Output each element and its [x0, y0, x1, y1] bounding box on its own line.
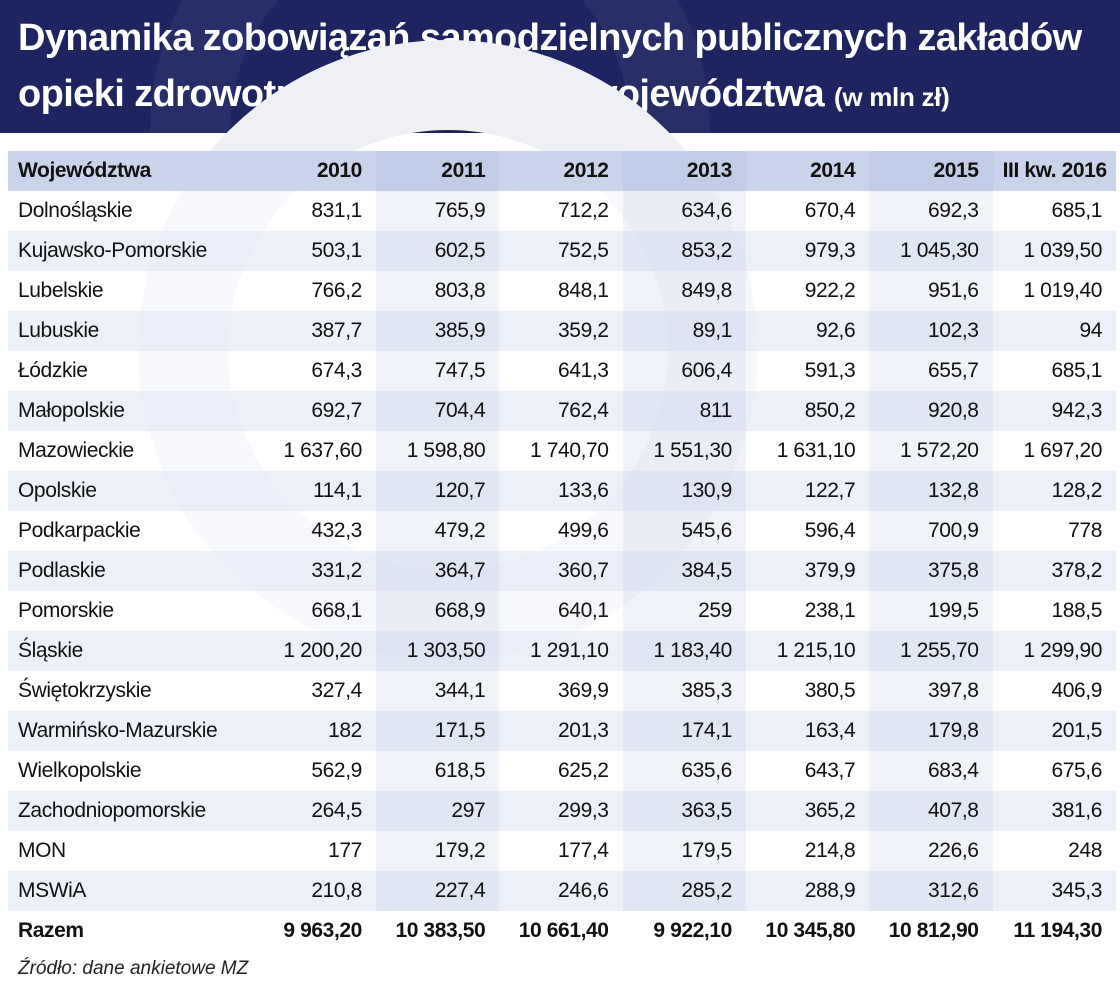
- value-cell: 130,9: [623, 471, 746, 511]
- value-cell: 248: [993, 831, 1116, 871]
- value-cell: 747,5: [376, 351, 499, 391]
- total-value-cell: 9 963,20: [253, 911, 376, 951]
- value-cell: 1 572,20: [869, 431, 992, 471]
- chart-title-main: Dynamika zobowiązań samodzielnych publicznych zakładów opieki zdrowotnej w podziale na województwa: [18, 17, 1082, 115]
- value-cell: 385,9: [376, 311, 499, 351]
- value-cell: 700,9: [869, 511, 992, 551]
- value-cell: 692,7: [253, 391, 376, 431]
- value-cell: 503,1: [253, 231, 376, 271]
- region-name-cell: Lubelskie: [8, 271, 253, 311]
- region-name-cell: MON: [8, 831, 253, 871]
- value-cell: 942,3: [993, 391, 1116, 431]
- value-cell: 641,3: [499, 351, 622, 391]
- value-cell: 1 631,10: [746, 431, 869, 471]
- value-cell: 674,3: [253, 351, 376, 391]
- table-row: [8, 551, 1116, 591]
- region-name-cell: Śląskie: [8, 631, 253, 671]
- value-cell: 811: [623, 391, 746, 431]
- value-cell: 1 183,40: [623, 631, 746, 671]
- total-value-cell: 10 345,80: [746, 911, 869, 951]
- value-cell: 979,3: [746, 231, 869, 271]
- value-cell: 177,4: [499, 831, 622, 871]
- table-row: [8, 631, 1116, 671]
- column-header-2012: 2012: [499, 151, 622, 191]
- table-row: [8, 591, 1116, 631]
- value-cell: 479,2: [376, 511, 499, 551]
- value-cell: 849,8: [623, 271, 746, 311]
- value-cell: 380,5: [746, 671, 869, 711]
- value-cell: 369,9: [499, 671, 622, 711]
- value-cell: 1 551,30: [623, 431, 746, 471]
- region-name-cell: MSWiA: [8, 871, 253, 911]
- column-header-region: Województwa: [8, 151, 253, 191]
- total-value-cell: 11 194,30: [993, 911, 1116, 951]
- table-row: [8, 231, 1116, 271]
- value-cell: 562,9: [253, 751, 376, 791]
- value-cell: 199,5: [869, 591, 992, 631]
- value-cell: 288,9: [746, 871, 869, 911]
- region-name-cell: Podlaskie: [8, 551, 253, 591]
- value-cell: 685,1: [993, 351, 1116, 391]
- value-cell: 201,3: [499, 711, 622, 751]
- value-cell: 375,8: [869, 551, 992, 591]
- value-cell: 264,5: [253, 791, 376, 831]
- value-cell: 668,9: [376, 591, 499, 631]
- value-cell: 670,4: [746, 191, 869, 231]
- region-name-cell: Zachodniopomorskie: [8, 791, 253, 831]
- region-name-cell: Mazowieckie: [8, 431, 253, 471]
- column-header-2010: 2010: [253, 151, 376, 191]
- total-label-cell: Razem: [8, 911, 253, 951]
- value-cell: 1 019,40: [993, 271, 1116, 311]
- value-cell: 397,8: [869, 671, 992, 711]
- value-cell: 1 045,30: [869, 231, 992, 271]
- value-cell: 133,6: [499, 471, 622, 511]
- value-cell: 182: [253, 711, 376, 751]
- value-cell: 853,2: [623, 231, 746, 271]
- value-cell: 803,8: [376, 271, 499, 311]
- value-cell: 259: [623, 591, 746, 631]
- value-cell: 114,1: [253, 471, 376, 511]
- column-header-2015: 2015: [869, 151, 992, 191]
- table-row: [8, 871, 1116, 911]
- value-cell: 683,4: [869, 751, 992, 791]
- value-cell: 312,6: [869, 871, 992, 911]
- value-cell: 432,3: [253, 511, 376, 551]
- value-cell: 692,3: [869, 191, 992, 231]
- value-cell: 634,6: [623, 191, 746, 231]
- value-cell: 132,8: [869, 471, 992, 511]
- column-header-2014: 2014: [746, 151, 869, 191]
- value-cell: 171,5: [376, 711, 499, 751]
- region-name-cell: Podkarpackie: [8, 511, 253, 551]
- value-cell: 92,6: [746, 311, 869, 351]
- value-cell: 668,1: [253, 591, 376, 631]
- table-row: [8, 351, 1116, 391]
- table-row: [8, 511, 1116, 551]
- region-name-cell: Kujawsko-Pomorskie: [8, 231, 253, 271]
- value-cell: 385,3: [623, 671, 746, 711]
- column-header-2013: 2013: [623, 151, 746, 191]
- total-value-cell: 9 922,10: [623, 911, 746, 951]
- chart-title-unit: (w mln zł): [834, 82, 950, 112]
- value-cell: 387,7: [253, 311, 376, 351]
- value-cell: 1 291,10: [499, 631, 622, 671]
- value-cell: 618,5: [376, 751, 499, 791]
- value-cell: 345,3: [993, 871, 1116, 911]
- value-cell: 201,5: [993, 711, 1116, 751]
- value-cell: 766,2: [253, 271, 376, 311]
- value-cell: 359,2: [499, 311, 622, 351]
- table-row: [8, 751, 1116, 791]
- table-row: [8, 311, 1116, 351]
- value-cell: 179,8: [869, 711, 992, 751]
- value-cell: 1 200,20: [253, 631, 376, 671]
- value-cell: 360,7: [499, 551, 622, 591]
- value-cell: 327,4: [253, 671, 376, 711]
- value-cell: 364,7: [376, 551, 499, 591]
- value-cell: 214,8: [746, 831, 869, 871]
- total-value-cell: 10 383,50: [376, 911, 499, 951]
- value-cell: 1 299,90: [993, 631, 1116, 671]
- region-name-cell: Opolskie: [8, 471, 253, 511]
- value-cell: 602,5: [376, 231, 499, 271]
- value-cell: 499,6: [499, 511, 622, 551]
- table-row: [8, 791, 1116, 831]
- value-cell: 177: [253, 831, 376, 871]
- value-cell: 545,6: [623, 511, 746, 551]
- value-cell: 640,1: [499, 591, 622, 631]
- value-cell: 850,2: [746, 391, 869, 431]
- region-name-cell: Dolnośląskie: [8, 191, 253, 231]
- value-cell: 655,7: [869, 351, 992, 391]
- value-cell: 675,6: [993, 751, 1116, 791]
- value-cell: 643,7: [746, 751, 869, 791]
- value-cell: 951,6: [869, 271, 992, 311]
- value-cell: 591,3: [746, 351, 869, 391]
- value-cell: 407,8: [869, 791, 992, 831]
- value-cell: 704,4: [376, 391, 499, 431]
- value-cell: 210,8: [253, 871, 376, 911]
- value-cell: 94: [993, 311, 1116, 351]
- value-cell: 365,2: [746, 791, 869, 831]
- table-body: [8, 191, 1116, 951]
- value-cell: 712,2: [499, 191, 622, 231]
- value-cell: 285,2: [623, 871, 746, 911]
- region-name-cell: Wielkopolskie: [8, 751, 253, 791]
- value-cell: 297: [376, 791, 499, 831]
- table-row: [8, 671, 1116, 711]
- value-cell: 1 255,70: [869, 631, 992, 671]
- region-name-cell: Warmińsko-Mazurskie: [8, 711, 253, 751]
- table-header-row: [8, 151, 1116, 191]
- value-cell: 848,1: [499, 271, 622, 311]
- value-cell: 1 637,60: [253, 431, 376, 471]
- value-cell: 102,3: [869, 311, 992, 351]
- value-cell: 685,1: [993, 191, 1116, 231]
- value-cell: 778: [993, 511, 1116, 551]
- table-row: [8, 471, 1116, 511]
- value-cell: 1 039,50: [993, 231, 1116, 271]
- value-cell: 1 697,20: [993, 431, 1116, 471]
- table-row: [8, 391, 1116, 431]
- region-name-cell: Łódzkie: [8, 351, 253, 391]
- value-cell: 120,7: [376, 471, 499, 511]
- value-cell: 1 740,70: [499, 431, 622, 471]
- value-cell: 238,1: [746, 591, 869, 631]
- table-row: [8, 711, 1116, 751]
- value-cell: 406,9: [993, 671, 1116, 711]
- source-note: Źródło: dane ankietowe MZ: [18, 958, 249, 979]
- value-cell: 384,5: [623, 551, 746, 591]
- column-header-2011: 2011: [376, 151, 499, 191]
- value-cell: 920,8: [869, 391, 992, 431]
- value-cell: 331,2: [253, 551, 376, 591]
- total-value-cell: 10 812,90: [869, 911, 992, 951]
- value-cell: 363,5: [623, 791, 746, 831]
- value-cell: 765,9: [376, 191, 499, 231]
- table-row: [8, 431, 1116, 471]
- value-cell: 1 598,80: [376, 431, 499, 471]
- value-cell: 1 215,10: [746, 631, 869, 671]
- table-row: [8, 271, 1116, 311]
- value-cell: 381,6: [993, 791, 1116, 831]
- value-cell: 752,5: [499, 231, 622, 271]
- value-cell: 163,4: [746, 711, 869, 751]
- value-cell: 122,7: [746, 471, 869, 511]
- value-cell: 179,2: [376, 831, 499, 871]
- value-cell: 625,2: [499, 751, 622, 791]
- value-cell: 762,4: [499, 391, 622, 431]
- value-cell: 831,1: [253, 191, 376, 231]
- value-cell: 379,9: [746, 551, 869, 591]
- region-name-cell: Małopolskie: [8, 391, 253, 431]
- value-cell: 922,2: [746, 271, 869, 311]
- value-cell: 188,5: [993, 591, 1116, 631]
- table-row: [8, 831, 1116, 871]
- column-header-iii-kw-2016: III kw. 2016: [993, 151, 1116, 191]
- value-cell: 174,1: [623, 711, 746, 751]
- value-cell: 596,4: [746, 511, 869, 551]
- value-cell: 246,6: [499, 871, 622, 911]
- value-cell: 128,2: [993, 471, 1116, 511]
- value-cell: 89,1: [623, 311, 746, 351]
- value-cell: 344,1: [376, 671, 499, 711]
- value-cell: 299,3: [499, 791, 622, 831]
- value-cell: 179,5: [623, 831, 746, 871]
- value-cell: 606,4: [623, 351, 746, 391]
- value-cell: 226,6: [869, 831, 992, 871]
- region-name-cell: Lubuskie: [8, 311, 253, 351]
- region-name-cell: Pomorskie: [8, 591, 253, 631]
- value-cell: 1 303,50: [376, 631, 499, 671]
- total-row: [8, 911, 1116, 951]
- value-cell: 378,2: [993, 551, 1116, 591]
- value-cell: 635,6: [623, 751, 746, 791]
- region-name-cell: Świętokrzyskie: [8, 671, 253, 711]
- value-cell: 227,4: [376, 871, 499, 911]
- total-value-cell: 10 661,40: [499, 911, 622, 951]
- data-table: [8, 151, 1116, 951]
- table-row: [8, 191, 1116, 231]
